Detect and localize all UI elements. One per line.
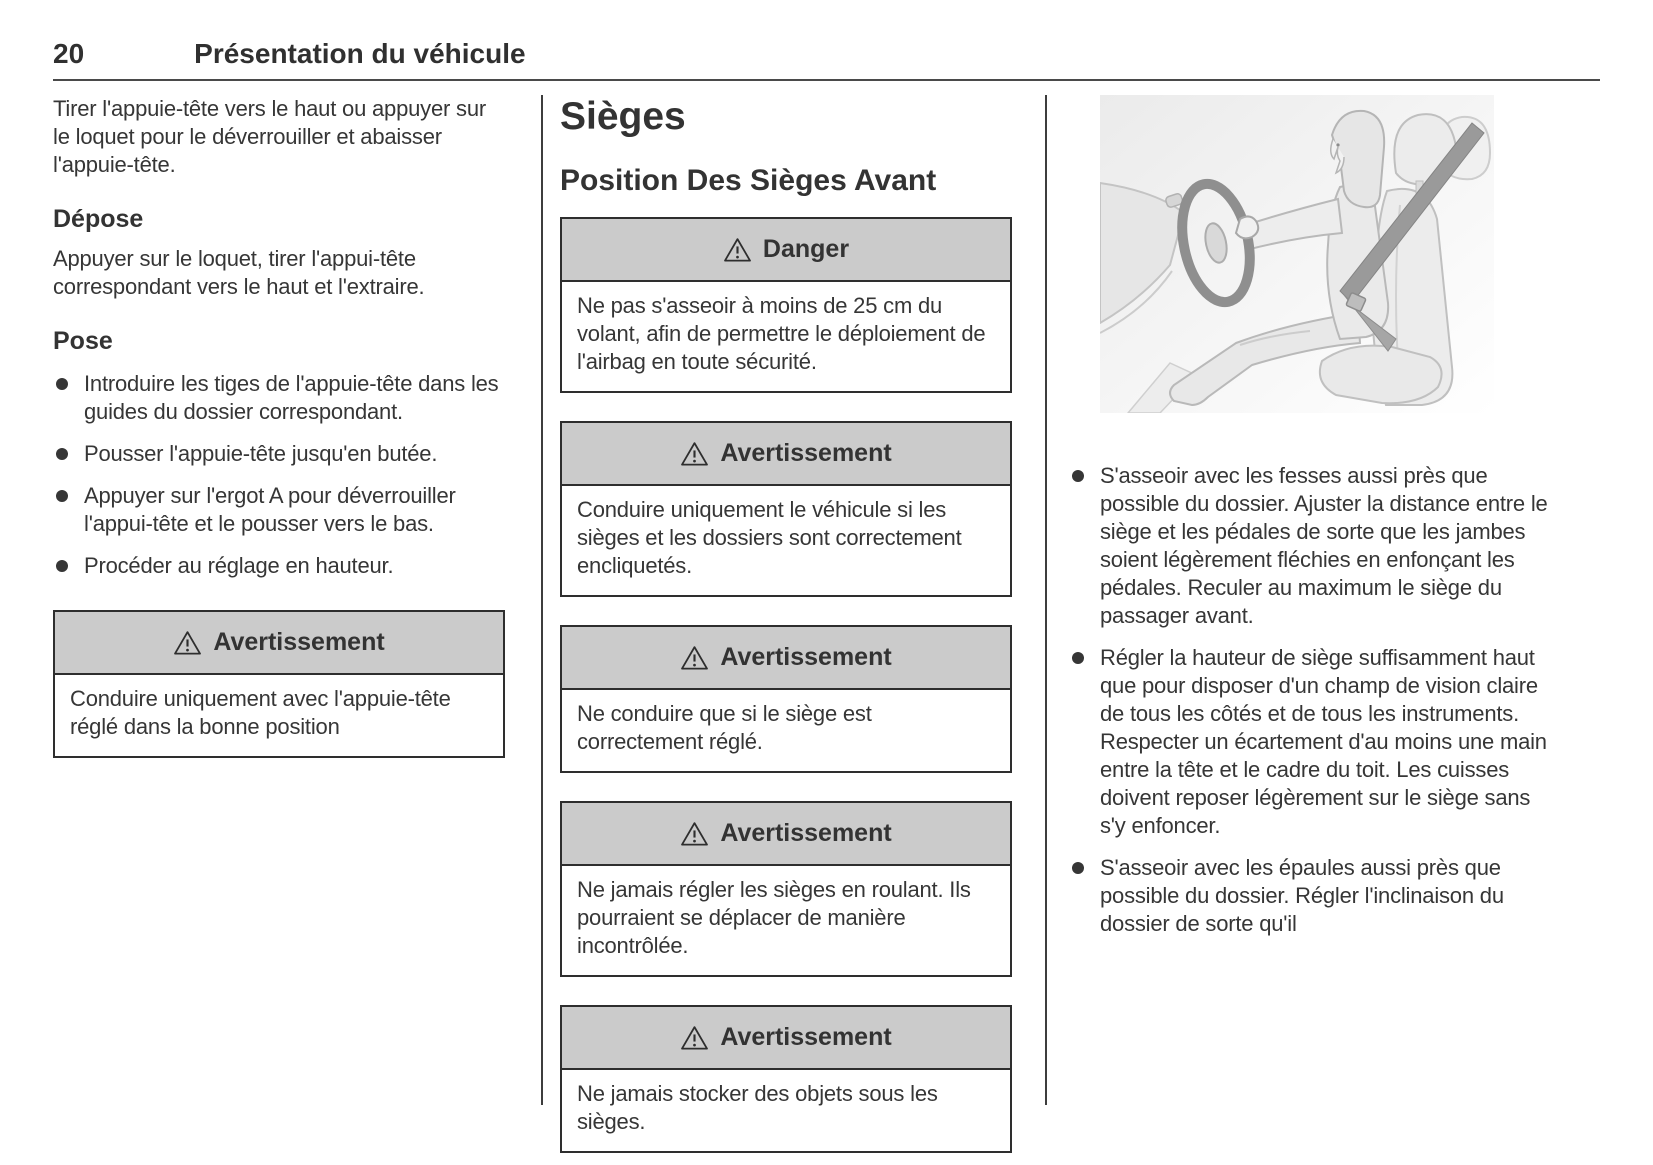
- position-sieges-avant-heading: Position Des Sièges Avant: [560, 164, 937, 197]
- column-divider: [541, 95, 543, 1105]
- warning-box-title: Avertissement: [213, 628, 385, 656]
- depose-heading: Dépose: [53, 205, 144, 233]
- pose-bullet-list: [53, 370, 505, 580]
- depose-paragraph: Appuyer sur le loquet, tirer l'appui-tête correspondant vers le haut et l'extraire.: [53, 246, 425, 299]
- page-content: [53, 95, 1600, 1134]
- bullet-icon: [56, 448, 68, 460]
- warning-box-body: Ne conduire que si le siège est correctement réglé.: [577, 701, 872, 754]
- warning-box-header: [562, 803, 1010, 866]
- list-item-text: S'asseoir avec les épaules aussi près que possible du dossier. Régler l'inclinaison du dossier de sorte qu'il: [1100, 855, 1504, 936]
- column-divider: [1045, 95, 1047, 1105]
- warning-box-body: Conduire uniquement avec l'appuie-tête réglé dans la bonne position: [70, 686, 451, 739]
- bullet-icon: [56, 490, 68, 502]
- warning-box: [53, 610, 505, 758]
- list-item-text: Introduire les tiges de l'appuie-tête dans les guides du dossier correspondant.: [84, 371, 499, 424]
- list-item: [53, 440, 505, 468]
- right-column: [1069, 95, 1600, 1107]
- list-item: [1069, 462, 1552, 630]
- pose-heading: Pose: [53, 327, 113, 355]
- danger-box-body: Ne pas s'asseoir à moins de 25 cm du volant, afin de permettre le déploiement de l'airbag en toute sécurité.: [577, 293, 986, 374]
- sieges-title: Sièges: [560, 95, 686, 138]
- warning-box-header: [55, 612, 503, 675]
- bullet-icon: [1072, 470, 1084, 482]
- danger-box-title: Danger: [762, 235, 850, 263]
- danger-box: [560, 217, 1012, 393]
- list-item-text: Procéder au réglage en hauteur.: [84, 553, 394, 578]
- warning-box-title: Avertissement: [720, 643, 892, 671]
- headrest-intro-paragraph: Tirer l'appuie-tête vers le haut ou appuyer sur le loquet pour le déverrouiller et abaisser l'appuie-tête.: [53, 96, 486, 177]
- bullet-icon: [56, 560, 68, 572]
- warning-triangle-icon: [680, 645, 709, 671]
- seating-bullet-list: [1069, 462, 1600, 938]
- warning-box-body: Ne jamais stocker des objets sous les sièges.: [577, 1081, 938, 1134]
- warning-box: [560, 1005, 1012, 1153]
- warning-box-header: [562, 1007, 1010, 1070]
- list-item-text: Appuyer sur l'ergot A pour déverrouiller l'appui-tête et le pousser vers le bas.: [84, 483, 456, 536]
- list-item-text: Régler la hauteur de siège suffisamment haut que pour disposer d'un champ de vision claire de tous les côtés et de tous les instruments. Respecter un écartement d'au moins une main entre la tête et le cadre du toit. Les cuisses doivent reposer légèrement sur le siège sans s'y enfoncer.: [1100, 645, 1547, 838]
- bullet-icon: [1072, 652, 1084, 664]
- middle-column: [560, 95, 1012, 1134]
- warning-box-title: Avertissement: [720, 1023, 892, 1051]
- warning-box-body: Ne jamais régler les sièges en roulant. Ils pourraient se déplacer de manière incontrôlée.: [577, 877, 971, 958]
- warning-box-header: [562, 423, 1010, 486]
- warning-box: [560, 421, 1012, 597]
- page-header: [53, 38, 1600, 81]
- warning-triangle-icon: [680, 441, 709, 467]
- warning-box-title: Avertissement: [720, 439, 892, 467]
- warning-triangle-icon: [680, 821, 709, 847]
- warning-box: [560, 625, 1012, 773]
- list-item: [53, 370, 505, 426]
- warning-triangle-icon: [173, 630, 202, 656]
- list-item: [1069, 854, 1552, 938]
- list-item-text: S'asseoir avec les fesses aussi près que possible du dossier. Ajuster la distance entre le siège et les pédales de sorte que les jambes soient légèrement fléchies en enfonçant les pédales. Reculer au maximum le siège du passager avant.: [1100, 463, 1548, 628]
- chapter-title: Présentation du véhicule: [194, 38, 526, 69]
- warning-box-header: [562, 627, 1010, 690]
- list-item: [1069, 644, 1552, 840]
- list-item: [53, 552, 505, 580]
- warning-box-body: Conduire uniquement le véhicule si les sièges et les dossiers sont correctement encliquetés.: [577, 497, 962, 578]
- bullet-icon: [56, 378, 68, 390]
- warning-box-title: Avertissement: [720, 819, 892, 847]
- warning-triangle-icon: [680, 1025, 709, 1051]
- page-number: 20: [53, 38, 85, 69]
- left-column: [53, 95, 505, 1107]
- warning-triangle-icon: [723, 237, 752, 263]
- seating-position-illustration: [1100, 95, 1494, 413]
- bullet-icon: [1072, 862, 1084, 874]
- list-item-text: Pousser l'appuie-tête jusqu'en butée.: [84, 441, 438, 466]
- list-item: [53, 482, 505, 538]
- danger-box-header: [562, 219, 1010, 282]
- warning-box: [560, 801, 1012, 977]
